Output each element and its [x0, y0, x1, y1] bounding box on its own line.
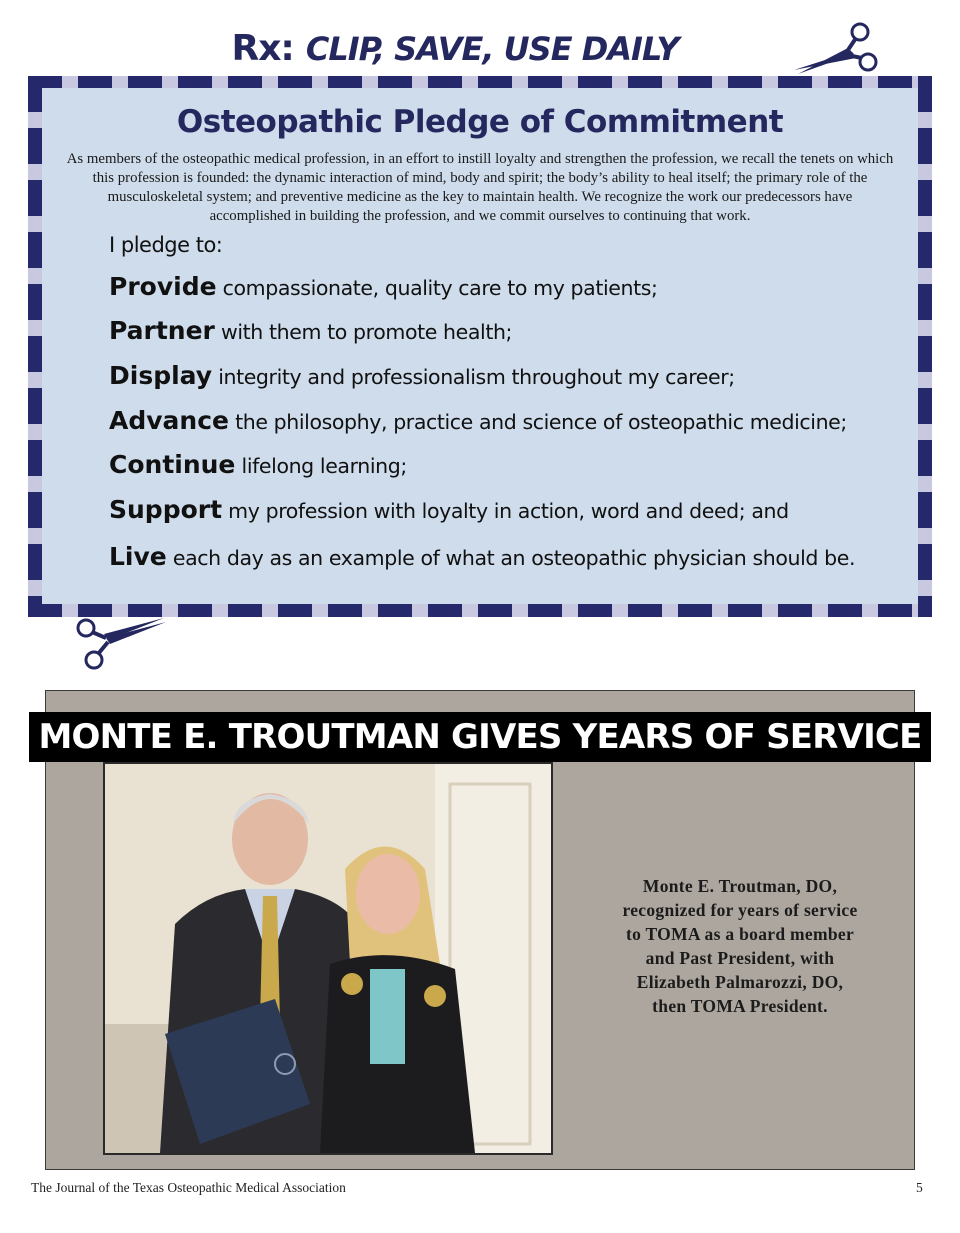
footer-journal-title: The Journal of the Texas Osteopathic Medical Association: [31, 1180, 346, 1195]
pledge-text: compassionate, quality care to my patients;: [216, 276, 658, 300]
pledge-text: each day as an example of what an osteopathic physician should be.: [166, 546, 856, 570]
pledge-title: Osteopathic Pledge of Commitment: [176, 104, 784, 140]
photo-caption: Monte E. Troutman, DO, recognized for years of service to TOMA as a board member and Past President, with Elizabeth Palmarozzi, DO, then TOMA President.: [622, 876, 858, 1016]
photo-illustration: [105, 764, 551, 1153]
pledge-keyword: Advance: [109, 406, 229, 435]
pledge-intro: As members of the osteopathic medical profession, in an effort to instill loyalty and strengthen the profession, we recall the tenets on which this profession is founded: the dynamic interaction of mind, body and spirit; the body’s ability to heal itself; the primary role of the musculoskeletal system; and preventive medicine as the key to maintain health. We recognize the work our predecessors have accomplished in building the profession, and we commit ourselves to continuing that work.: [66, 151, 894, 224]
pledge-item: [109, 542, 855, 571]
tagline: CLIP, SAVE, USE DAILY: [305, 30, 679, 68]
pledge-text: with them to promote health;: [214, 320, 513, 344]
page-header-title: [0, 28, 910, 69]
pledge-item: [109, 316, 512, 345]
page-number: 5: [916, 1180, 923, 1195]
pledge-item: [109, 361, 735, 390]
pledge-keyword: Display: [109, 361, 213, 390]
pledge-keyword: Partner: [109, 316, 215, 345]
scissors-icon: [70, 614, 170, 672]
pledge-text: my profession with loyalty in action, word and deed; and: [222, 499, 789, 523]
pledge-keyword: Live: [109, 542, 167, 571]
article-photo: [103, 762, 553, 1155]
pledge-text: integrity and professionalism throughout my career;: [212, 365, 735, 389]
pledge-keyword: Support: [109, 495, 223, 524]
pledge-item: [109, 406, 847, 435]
pledge-keyword: Provide: [109, 272, 217, 301]
pledge-keyword: Continue: [109, 450, 236, 479]
pledge-text: the philosophy, practice and science of osteopathic medicine;: [228, 410, 847, 434]
pledge-item: [109, 272, 658, 301]
pledge-item: [109, 450, 407, 479]
article-headline: MONTE E. TROUTMAN GIVES YEARS OF SERVICE: [29, 712, 931, 762]
pledge-item: [109, 495, 789, 524]
rx-label: Rx:: [231, 28, 294, 69]
pledge-lead: I pledge to:: [109, 233, 223, 257]
scissors-icon: [790, 18, 886, 78]
pledge-text: lifelong learning;: [235, 454, 407, 478]
